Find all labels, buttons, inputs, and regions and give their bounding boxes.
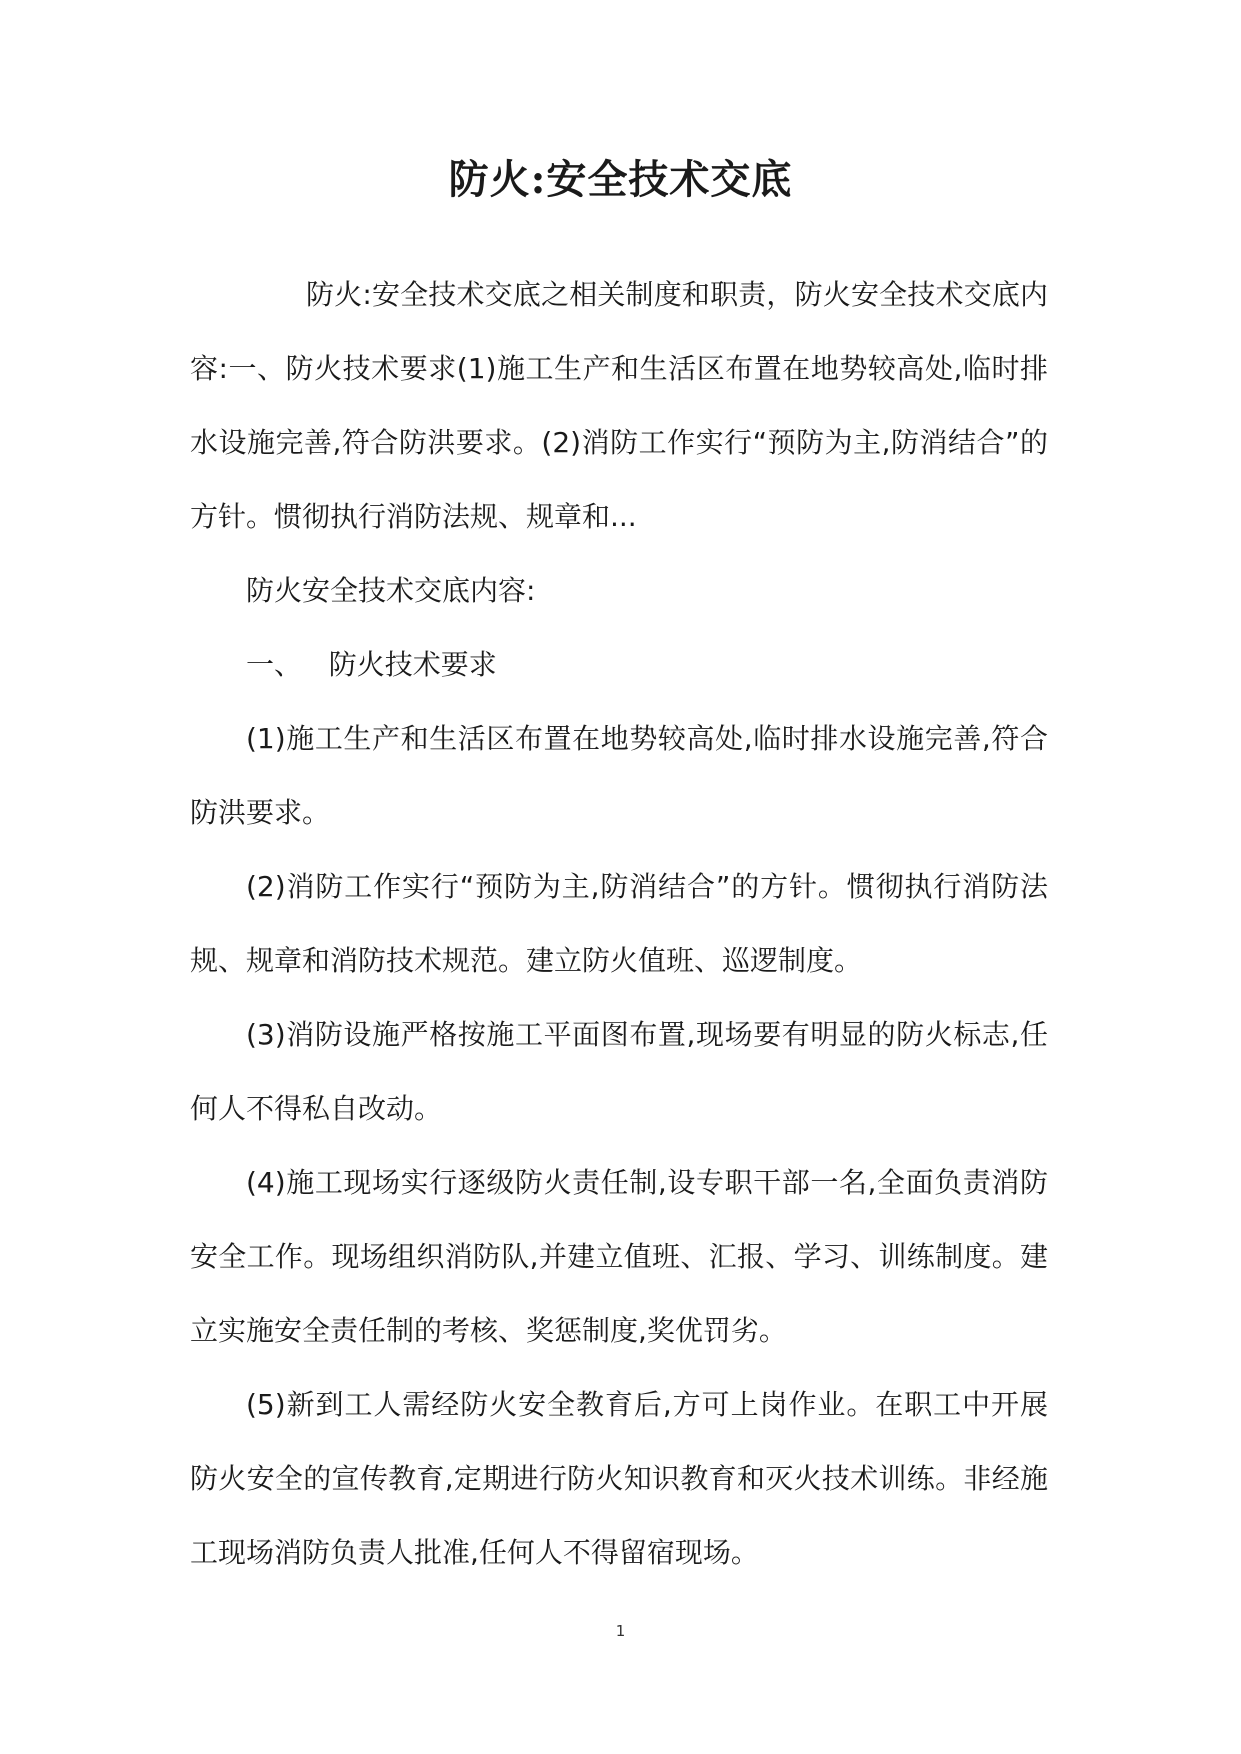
item-paragraph-5: (5)新到工人需经防火安全教育后,方可上岗作业。在职工中开展防火安全的宣传教育,定期进行防火知识教育和灭火技术训练。非经施工现场消防负责人批准,任何人不得留宿现场。 <box>190 1388 1048 1569</box>
item-paragraph-2: (2)消防工作实行“预防为主,防消结合”的方针。惯彻执行消防法规、规章和消防技术规范。建立防火值班、巡逻制度。 <box>190 870 1048 977</box>
item-paragraph-1: (1)施工生产和生活区布置在地势较高处,临时排水设施完善,符合防洪要求。 <box>190 722 1048 829</box>
item-paragraph-4: (4)施工现场实行逐级防火责任制,设专职干部一名,全面负责消防安全工作。现场组织消防队,并建立值班、汇报、学习、训练制度。建立实施安全责任制的考核、奖惩制度,奖优罚劣。 <box>190 1166 1048 1347</box>
summary-paragraph: 防火:安全技术交底之相关制度和职责，防火安全技术交底内容:一、防火技术要求(1)施工生产和生活区布置在地势较高处,临时排水设施完善,符合防洪要求。(2)消防工作实行“预防为主,防消结合”的方针。惯彻执行消防法规、规章和... <box>190 278 1048 533</box>
item-paragraph-3: (3)消防设施严格按施工平面图布置,现场要有明显的防火标志,任何人不得私自改动。 <box>190 1018 1048 1125</box>
page-number: 1 <box>615 1622 626 1640</box>
section-heading: 一、 防火技术要求 <box>246 648 497 681</box>
intro-paragraph: 防火安全技术交底内容: <box>246 574 536 607</box>
document-body <box>190 258 1048 1590</box>
document-title: 防火:安全技术交底 <box>448 156 793 203</box>
